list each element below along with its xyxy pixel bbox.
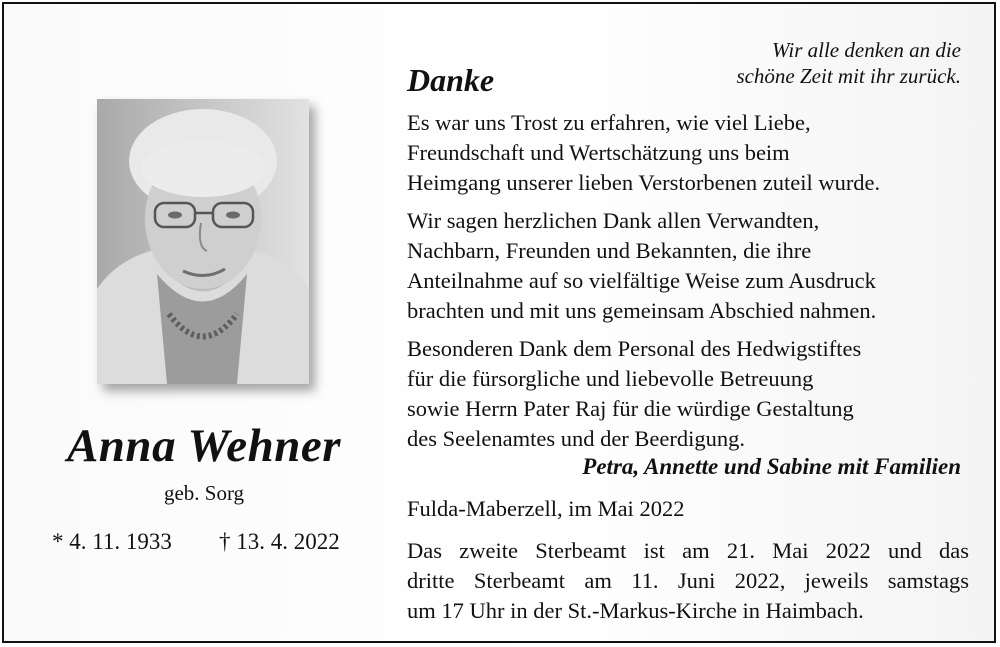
heading: Danke: [407, 62, 495, 98]
paragraph: [407, 108, 977, 198]
text-line: Es war uns Trost zu erfahren, wie viel Liebe,: [407, 110, 811, 135]
obituary-card: [2, 2, 996, 643]
motto-line: schöne Zeit mit ihr zurück.: [736, 64, 961, 88]
text-line: brachten und mit uns gemeinsam Abschied nahmen.: [407, 298, 877, 323]
paragraph: [407, 334, 977, 454]
text-line: Wir sagen herzlichen Dank allen Verwandten,: [407, 208, 820, 233]
motto-line: Wir alle denken an die: [772, 38, 961, 62]
paragraph: [407, 206, 977, 326]
maiden-name: geb. Sorg: [163, 481, 245, 505]
deceased-name: Anna Wehner: [66, 420, 342, 472]
death-date: † 13. 4. 2022: [219, 529, 340, 554]
signature: Petra, Annette und Sabine mit Familien: [582, 454, 961, 479]
text-line: des Seelenamtes und der Beerdigung.: [407, 426, 746, 451]
text-line: Das zweite Sterbeamt ist am 21. Mai 2022 und das: [407, 538, 969, 563]
memorial-mass-notice: [407, 536, 969, 626]
text-line: Nachbarn, Freunden und Bekannten, die ihre: [407, 238, 812, 263]
portrait-photo: [97, 99, 309, 384]
text-line: um 17 Uhr in der St.-Markus-Kirche in Haimbach.: [407, 598, 864, 623]
text-line: Besonderen Dank dem Personal des Hedwigstiftes: [407, 336, 862, 361]
text-line: sowie Herrn Pater Raj für die würdige Gestaltung: [407, 396, 854, 421]
text-line: Anteilnahme auf so vielfältige Weise zum Ausdruck: [407, 268, 876, 293]
motto: [641, 37, 961, 89]
text-line: Freundschaft und Wertschätzung uns beim: [407, 140, 790, 165]
text-line: Heimgang unserer lieben Verstorbenen zuteil wurde.: [407, 170, 881, 195]
place-date: Fulda-Maberzell, im Mai 2022: [407, 496, 685, 521]
birth-date: * 4. 11. 1933: [52, 529, 172, 554]
text-line: dritte Sterbeamt am 11. Juni 2022, jeweils samstags: [407, 568, 969, 593]
text-line: für die fürsorgliche und liebevolle Betreuung: [407, 366, 814, 391]
thank-you-text: [407, 108, 977, 462]
